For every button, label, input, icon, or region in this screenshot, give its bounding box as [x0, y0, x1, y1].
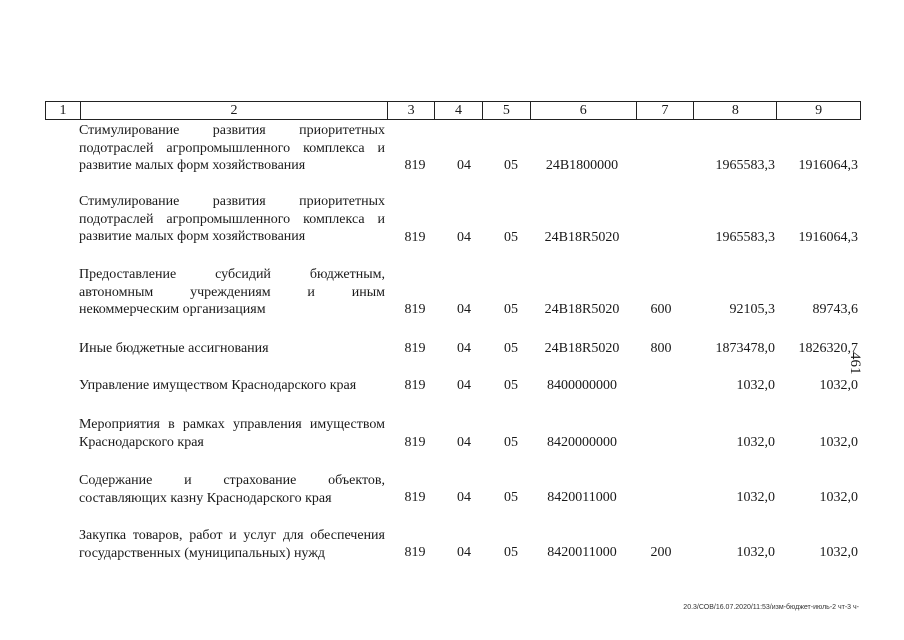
cell-col6: 8420011000 [547, 545, 617, 560]
cell-col4: 04 [457, 545, 471, 560]
cell-col4: 04 [457, 378, 471, 393]
cell-col4: 04 [457, 158, 471, 173]
row-description: Стимулирование развития приоритетных подотраслей агропромышленного комплекса и развитие малых форм хозяйствования [79, 123, 385, 174]
cell-col4: 04 [457, 230, 471, 245]
row-description: Мероприятия в рамках управления имуществом Краснодарского края [79, 417, 385, 450]
cell-col8: 1032,0 [736, 378, 775, 393]
header-cell-3: 3 [388, 102, 435, 119]
footer-path: 20.3/СОВ/16.07.2020/11:53/изм-бюджет-июль-2 чт-3 ч- [683, 604, 859, 611]
cell-col9: 1032,0 [819, 435, 858, 450]
cell-col4: 04 [457, 435, 471, 450]
header-cell-4: 4 [435, 102, 483, 119]
cell-col9: 89743,6 [812, 302, 858, 317]
cell-col3: 819 [404, 435, 426, 450]
cell-col6: 8400000000 [547, 378, 617, 393]
cell-col7: 200 [650, 545, 672, 560]
cell-col4: 04 [457, 302, 471, 317]
cell-col9: 1826320,7 [798, 341, 858, 356]
cell-col8: 1873478,0 [715, 341, 775, 356]
cell-col9: 1032,0 [819, 378, 858, 393]
table-header [45, 101, 861, 120]
cell-col6: 24B1800000 [545, 158, 619, 173]
header-cell-9: 9 [815, 103, 823, 118]
cell-col6: 8420011000 [547, 490, 617, 505]
cell-col8: 1032,0 [736, 545, 775, 560]
cell-col9: 1032,0 [819, 545, 858, 560]
header-cell-6: 6 [531, 102, 637, 119]
cell-col5: 05 [504, 378, 518, 393]
cell-col5: 05 [504, 435, 518, 450]
header-cell-8: 8 [694, 102, 777, 119]
header-cell-1: 1 [46, 102, 81, 119]
cell-col3: 819 [404, 302, 426, 317]
cell-col5: 05 [504, 341, 518, 356]
header-cell-7: 7 [637, 102, 695, 119]
cell-col3: 819 [404, 230, 426, 245]
cell-col5: 05 [504, 230, 518, 245]
row-description: Предоставление субсидий бюджетным, автономным учреждениям и иным некоммерческим организациям [79, 267, 385, 318]
cell-col4: 04 [457, 490, 471, 505]
cell-col5: 05 [504, 158, 518, 173]
cell-col9: 1032,0 [819, 490, 858, 505]
header-cell-2: 2 [81, 102, 388, 119]
cell-col8: 1965583,3 [715, 230, 775, 245]
cell-col7: 800 [650, 341, 672, 356]
page-number: 461 [847, 352, 863, 375]
cell-col9: 1916064,3 [798, 158, 858, 173]
cell-col7: 600 [650, 302, 672, 317]
cell-col5: 05 [504, 490, 518, 505]
cell-col6: 8420000000 [547, 435, 617, 450]
row-description: Иные бюджетные ассигнования [79, 341, 269, 356]
row-description: Содержание и страхование объектов, составляющих казну Краснодарского края [79, 473, 385, 506]
cell-col6: 24B18R5020 [544, 341, 620, 356]
cell-col5: 05 [504, 545, 518, 560]
row-description: Стимулирование развития приоритетных подотраслей агропромышленного комплекса и развитие малых форм хозяйствования [79, 194, 385, 245]
cell-col3: 819 [404, 158, 426, 173]
row-description: Управление имуществом Краснодарского края [79, 378, 357, 393]
cell-col8: 1965583,3 [715, 158, 775, 173]
cell-col6: 24B18R5020 [544, 302, 620, 317]
cell-col6: 24B18R5020 [544, 230, 620, 245]
cell-col3: 819 [404, 490, 426, 505]
cell-col3: 819 [404, 378, 426, 393]
cell-col8: 1032,0 [736, 435, 775, 450]
cell-col8: 92105,3 [729, 302, 775, 317]
cell-col3: 819 [404, 341, 426, 356]
header-cell-5: 5 [483, 102, 531, 119]
cell-col5: 05 [504, 302, 518, 317]
row-description: Закупка товаров, работ и услуг для обеспечения государственных (муниципальных) нужд [79, 528, 385, 561]
cell-col4: 04 [457, 341, 471, 356]
cell-col8: 1032,0 [736, 490, 775, 505]
cell-col9: 1916064,3 [798, 230, 858, 245]
cell-col3: 819 [404, 545, 426, 560]
